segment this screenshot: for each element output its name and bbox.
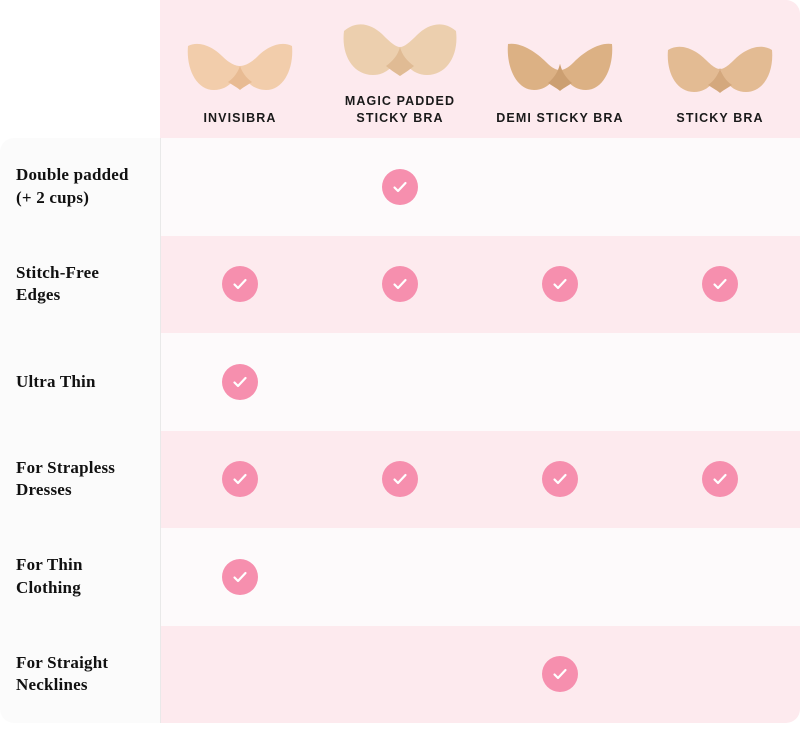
row-label-double-padded <box>0 138 160 236</box>
table-row <box>0 431 800 529</box>
column-header-sticky-bra[interactable] <box>640 0 800 138</box>
cell-magic-padded-ultra-thin <box>320 333 480 431</box>
table-row <box>0 528 800 626</box>
row-label-line1: For Straight <box>16 652 109 672</box>
row-label-line1: Stitch-Free <box>16 262 100 282</box>
row-label-stitch-free-edges <box>0 236 160 334</box>
check-icon <box>382 266 418 302</box>
check-icon <box>222 364 258 400</box>
check-icon <box>382 169 418 205</box>
row-label-line1: For Thin <box>16 555 83 575</box>
row-label-line2: (+ 2 cups) <box>16 187 90 207</box>
check-icon <box>382 461 418 497</box>
check-icon <box>702 461 738 497</box>
cell-sticky-bra-for-straight-necklines <box>640 626 800 724</box>
cell-sticky-bra-stitch-free-edges <box>640 236 800 334</box>
magic-padded-sticky-bra-illustration <box>341 17 459 79</box>
table-row <box>0 333 800 431</box>
cell-magic-padded-for-thin-clothing <box>320 528 480 626</box>
check-icon <box>702 266 738 302</box>
row-label-line1: Ultra Thin <box>16 371 96 391</box>
cell-demi-for-straight-necklines <box>480 626 640 724</box>
cell-demi-for-strapless-dresses <box>480 431 640 529</box>
cell-demi-double-padded <box>480 138 640 236</box>
cell-magic-padded-double-padded <box>320 138 480 236</box>
column-header-label: DEMI STICKY BRA <box>496 110 624 125</box>
row-label-line2: Edges <box>16 285 61 305</box>
cell-invisibra-stitch-free-edges <box>160 236 320 334</box>
column-header-demi-sticky-bra[interactable] <box>480 0 640 138</box>
cell-sticky-bra-ultra-thin <box>640 333 800 431</box>
row-label-line1: For Strapless <box>16 457 116 477</box>
row-label-line2: Necklines <box>16 675 88 695</box>
check-icon <box>222 266 258 302</box>
column-header-label: MAGIC PADDED STICKY BRA <box>344 94 456 125</box>
cell-invisibra-for-thin-clothing <box>160 528 320 626</box>
cell-invisibra-ultra-thin <box>160 333 320 431</box>
cell-sticky-bra-for-strapless-dresses <box>640 431 800 529</box>
cell-magic-padded-stitch-free-edges <box>320 236 480 334</box>
column-header-label: INVISIBRA <box>203 110 277 125</box>
cell-demi-stitch-free-edges <box>480 236 640 334</box>
header-corner-spacer <box>0 0 160 138</box>
check-icon <box>542 656 578 692</box>
cell-magic-padded-for-straight-necklines <box>320 626 480 724</box>
cell-invisibra-for-straight-necklines <box>160 626 320 724</box>
cell-invisibra-for-strapless-dresses <box>160 431 320 529</box>
row-label-ultra-thin <box>0 333 160 431</box>
check-icon <box>542 461 578 497</box>
cell-magic-padded-for-strapless-dresses <box>320 431 480 529</box>
demi-sticky-bra-illustration <box>504 34 616 96</box>
table-row <box>0 626 800 724</box>
check-icon <box>222 461 258 497</box>
row-label-line2: Clothing <box>16 577 81 597</box>
cell-demi-for-thin-clothing <box>480 528 640 626</box>
sticky-bra-illustration <box>664 34 776 96</box>
column-header-label: STICKY BRA <box>676 110 764 125</box>
row-label-line1: Double padded <box>16 165 129 185</box>
column-header-invisibra[interactable] <box>160 0 320 138</box>
row-label-for-thin-clothing <box>0 528 160 626</box>
table-row <box>0 138 800 236</box>
row-label-for-strapless-dresses <box>0 431 160 529</box>
check-icon <box>542 266 578 302</box>
invisibra-bra-illustration <box>184 34 296 96</box>
cell-sticky-bra-double-padded <box>640 138 800 236</box>
table-header <box>0 0 800 138</box>
cell-invisibra-double-padded <box>160 138 320 236</box>
cell-demi-ultra-thin <box>480 333 640 431</box>
check-icon <box>222 559 258 595</box>
cell-sticky-bra-for-thin-clothing <box>640 528 800 626</box>
table-row <box>0 236 800 334</box>
row-label-line2: Dresses <box>16 480 72 500</box>
row-label-for-straight-necklines <box>0 626 160 724</box>
table-body <box>0 138 800 723</box>
column-header-magic-padded-sticky-bra[interactable] <box>320 0 480 138</box>
